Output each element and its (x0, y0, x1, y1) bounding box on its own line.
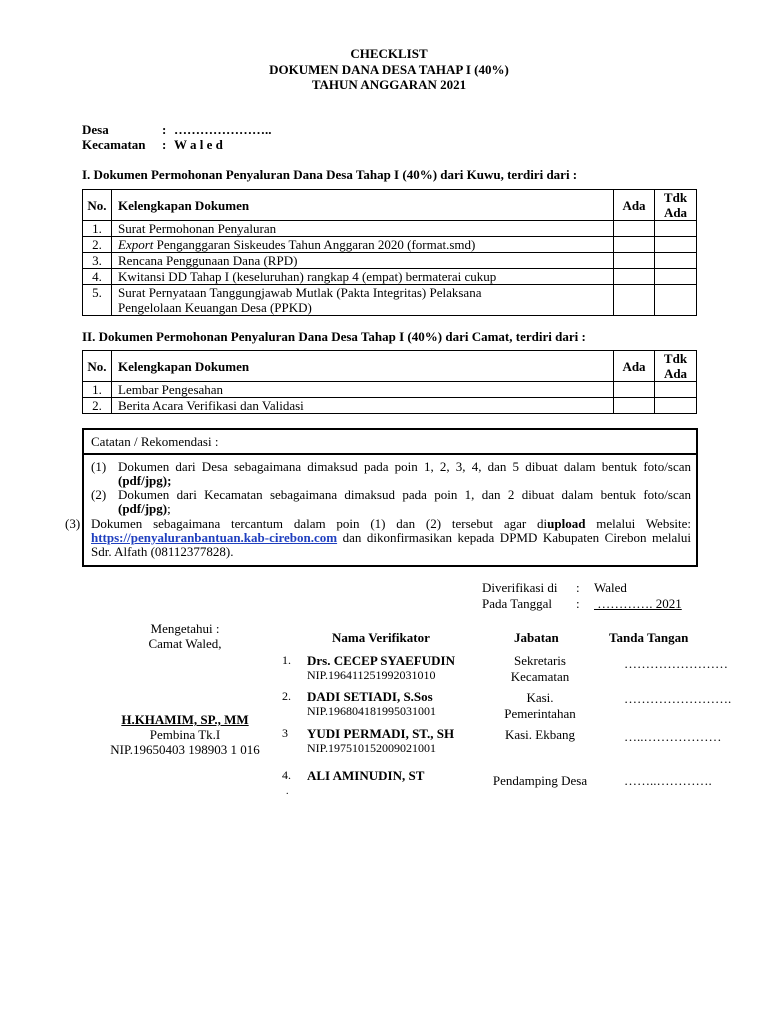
doc-title-line1: CHECKLIST (350, 46, 428, 61)
section1-table (82, 189, 697, 316)
ada-checkbox-cell[interactable] (614, 221, 655, 237)
table-header-row (83, 190, 697, 221)
row-doc: Lembar Pengesahan (112, 382, 614, 398)
place-label: Diverifikasi di (482, 580, 558, 595)
col-ada-header: Ada (614, 351, 655, 382)
table-row (83, 269, 697, 285)
tdk-ada-checkbox-cell[interactable] (655, 285, 697, 316)
col-doc-header: Kelengkapan Dokumen (112, 351, 614, 382)
note-text-tail: ; (167, 501, 171, 516)
table-row (83, 237, 697, 253)
note-text-plain: Dokumen dari Kecamatan sebagaimana dimaksud pada poin 1, dan 2 dibuat dalam bentuk foto/scan (118, 487, 691, 502)
row-doc (112, 237, 614, 253)
row-doc-rest: Penganggaran Siskeudes Tahun Anggaran 2020 (format.smd) (153, 237, 476, 252)
signature-line: ……..…………. (624, 773, 712, 788)
tdk-ada-checkbox-cell[interactable] (655, 221, 697, 237)
verifier-number: 3 (282, 726, 288, 740)
note-text-c: dan dikonfirmasikan kepada DPMD Kabupaten Cirebon melalui Sdr. Alfath (08112377828). (91, 530, 691, 559)
note-number: (1) (91, 459, 107, 474)
tdk-ada-checkbox-cell[interactable] (655, 398, 697, 414)
row-doc-line1: Surat Pernyataan Tanggungjawab Mutlak (Pakta Integritas) Pelaksana (118, 285, 482, 300)
verifier-position: Kasi. Ekbang (504, 727, 576, 742)
ada-checkbox-cell[interactable] (614, 237, 655, 253)
row-no: 1. (83, 221, 112, 237)
row-doc (112, 285, 614, 316)
col-tdk-line1: Tdk (663, 190, 688, 205)
ada-checkbox-cell[interactable] (614, 269, 655, 285)
row-no: 4. (83, 269, 112, 285)
note-text-plain: Dokumen dari Desa sebagaimana dimaksud pada poin 1, 2, 3, 4, dan 5 dibuat dalam bentuk foto/scan (118, 459, 691, 474)
col-tdk-line2: Ada (663, 366, 688, 381)
notes-header (84, 430, 696, 455)
place-colon: : (576, 580, 580, 595)
col-doc-header: Kelengkapan Dokumen (112, 190, 614, 221)
verifier-signature-header: Tanda Tangan (609, 630, 689, 645)
kecamatan-value: W a l e d (174, 137, 223, 152)
tdk-ada-checkbox-cell[interactable] (655, 382, 697, 398)
row-doc-line2: Pengelolaan Keuangan Desa (PPKD) (118, 300, 312, 315)
verifier-position-header: Jabatan (514, 630, 559, 645)
desa-colon: : (162, 122, 167, 137)
row-doc: Rencana Penggunaan Dana (RPD) (112, 253, 614, 269)
table-row (83, 221, 697, 237)
verifier-position: Pendamping Desa (492, 773, 588, 788)
verifier-name: Drs. CECEP SYAEFUDIN (307, 653, 455, 668)
table-row (83, 285, 697, 316)
position-line1: Sekretaris (514, 653, 566, 668)
row-no: 1. (83, 382, 112, 398)
verifier-position (470, 653, 610, 685)
kecamatan-label: Kecamatan (82, 137, 146, 152)
verifier-nip: NIP.196804181995031001 (307, 704, 437, 718)
position-line2: Pemerintahan (504, 706, 576, 721)
tdk-ada-checkbox-cell[interactable] (655, 269, 697, 285)
approver-nip: NIP.19650403 198903 1 016 (110, 742, 260, 757)
verifier-nip: NIP.196411251992031010 (307, 668, 436, 682)
row-no: 5. (83, 285, 112, 316)
col-tdk-line2: Ada (663, 205, 688, 220)
section1-title: I. Dokumen Permohonan Penyaluran Dana Desa Tahap I (40%) dari Kuwu, terdiri dari : (82, 167, 578, 182)
row-no: 3. (83, 253, 112, 269)
table-header-row (83, 351, 697, 382)
trailing-dot: . (286, 786, 289, 797)
note-text-bold: upload (547, 516, 586, 531)
row-no: 2. (83, 398, 112, 414)
verification-date (482, 596, 682, 612)
note-text-bold: (pdf/jpg); (118, 473, 172, 488)
date-colon: : (576, 596, 580, 611)
date-value: …………. 2021 (594, 596, 682, 611)
verifier-nip: NIP.197510152009021001 (307, 741, 437, 755)
position-line2: Kecamatan (510, 669, 570, 684)
col-no-header: No. (83, 351, 112, 382)
verifier-name: DADI SETIADI, S.Sos (307, 689, 433, 704)
verifier-name: ALI AMINUDIN, ST (307, 768, 425, 783)
ada-checkbox-cell[interactable] (614, 285, 655, 316)
signature-line: …..……………… (624, 729, 722, 744)
note-text (118, 460, 691, 488)
tdk-ada-checkbox-cell[interactable] (655, 253, 697, 269)
date-label: Pada Tanggal (482, 596, 552, 611)
approver-role: Camat Waled, (148, 636, 222, 651)
desa-label: Desa (82, 122, 109, 137)
signature-line: …………………… (624, 656, 728, 671)
col-tdk-header (655, 190, 697, 221)
section2-table (82, 350, 697, 414)
ada-checkbox-cell[interactable] (614, 398, 655, 414)
kecamatan-colon: : (162, 137, 167, 152)
position-line1: Kasi. (526, 690, 554, 705)
note-text-b: melalui Website: (585, 516, 691, 531)
note-text (91, 517, 691, 559)
verifier-position (470, 690, 610, 722)
row-doc-italic: Export (118, 237, 154, 252)
table-row (83, 382, 697, 398)
approver-rank: Pembina Tk.I (149, 727, 221, 742)
col-tdk-line1: Tdk (663, 351, 688, 366)
row-doc: Surat Permohonan Penyaluran (112, 221, 614, 237)
table-row (83, 253, 697, 269)
row-no: 2. (83, 237, 112, 253)
doc-title-line3: TAHUN ANGGARAN 2021 (311, 77, 467, 92)
note-number: (3) (65, 516, 81, 531)
verification-place (482, 580, 627, 596)
notes-title: Catatan / Rekomendasi : (91, 434, 219, 449)
upload-website-link[interactable]: https://penyaluranbantuan.kab-cirebon.com (91, 530, 338, 545)
note-text-a: Dokumen sebagaimana tercantum dalam poin (1) dan (2) tersebut agar di (91, 516, 548, 531)
ada-checkbox-cell[interactable] (614, 382, 655, 398)
place-value: Waled (594, 580, 627, 595)
tdk-ada-checkbox-cell[interactable] (655, 237, 697, 253)
signature-line: ……………………. (624, 691, 732, 706)
col-tdk-header (655, 351, 697, 382)
col-ada-header: Ada (614, 190, 655, 221)
verifier-number: 2. (282, 689, 291, 703)
desa-line (82, 122, 272, 138)
note-text (118, 488, 691, 516)
row-doc: Berita Acara Verifikasi dan Validasi (112, 398, 614, 414)
col-no-header: No. (83, 190, 112, 221)
doc-title-line2: DOKUMEN DANA DESA TAHAP I (40%) (269, 62, 509, 77)
approver-name: H.KHAMIM, SP., MM (121, 712, 249, 727)
verifier-number: 4. (282, 768, 291, 782)
desa-value: ………………….. (174, 122, 272, 137)
verifier-number: 1. (282, 653, 291, 667)
table-row (83, 398, 697, 414)
section2-title: II. Dokumen Permohonan Penyaluran Dana Desa Tahap I (40%) dari Camat, terdiri dari : (82, 329, 586, 344)
row-doc: Kwitansi DD Tahap I (keseluruhan) rangkap 4 (empat) bermaterai cukup (112, 269, 614, 285)
verifier-name: YUDI PERMADI, ST., SH (307, 726, 455, 741)
verifier-name-header: Nama Verifikator (332, 630, 430, 645)
kecamatan-line (82, 137, 223, 153)
note-number: (2) (91, 487, 107, 502)
approver-intro: Mengetahui : (150, 621, 220, 636)
note-text-bold: (pdf/jpg) (118, 501, 168, 516)
ada-checkbox-cell[interactable] (614, 253, 655, 269)
notes-box (65, 428, 698, 567)
